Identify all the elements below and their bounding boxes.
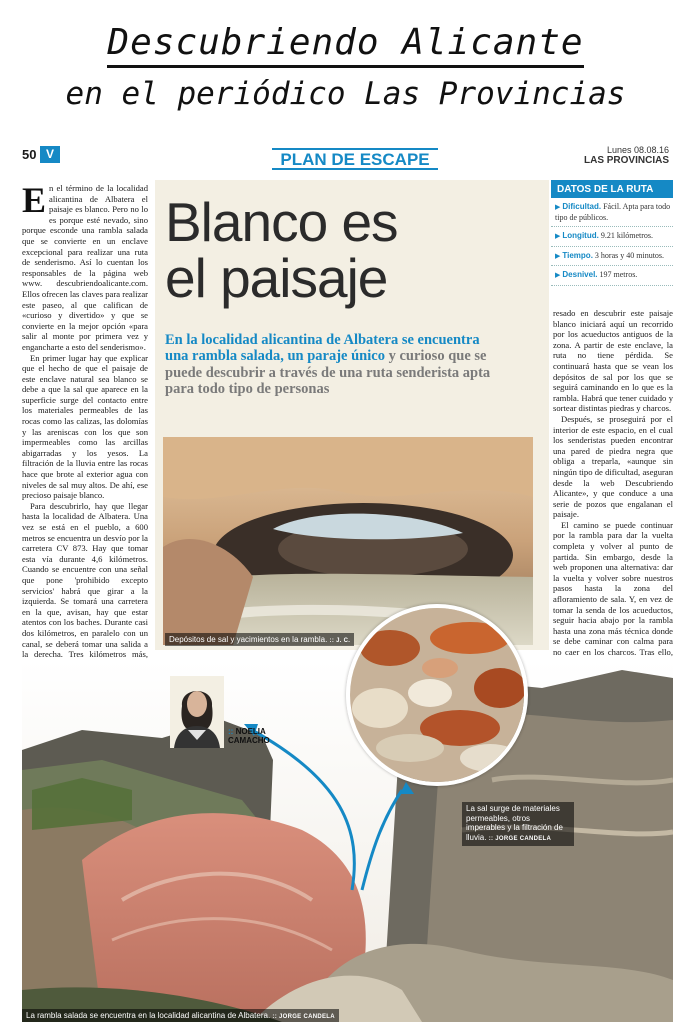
lede-rest: y curioso que se puede descubrir a través de una ruta senderista apta para todo tipo de personas [165,348,491,398]
paragraph: El camino se puede continuar por la rambla para dar la vuelta completa y volver al punto de partida. Sin embargo, desde la web proponen una alternativa: dar la vuelta y volver sobre nuestros pasos hasta la zona del afloramiento de sala. Y, en vez de tomar la senda de los acueductos, seguir hacia abajo por la rambla hasta una zona más técnica donde se debe caminar con calma para no caer en los charcos. Tras ello, [553,519,673,657]
inset-photo-credit: :: JORGE CANDELA [488,835,552,842]
author-byline [228,727,270,745]
issue-date: Lunes 08.08.16 [606,145,669,155]
dateline [584,145,669,166]
route-info-item [551,198,673,227]
triangle-bullet-icon: ▶ [555,203,561,211]
route-info-value: 197 metros. [597,270,638,280]
route-info-heading: DATOS DE LA RUTA [551,180,673,198]
author-last-name: CAMACHO [228,736,270,745]
route-info-value: Fácil. Apta para todo tipo de públicos. [555,202,671,222]
cave-caption [165,633,354,646]
author-first-name: NOELIA [235,727,266,736]
landscape-caption [22,1009,339,1022]
salt-inset-photo [346,604,528,786]
article-headline [165,191,465,309]
paragraph: Para descubrirlo, hay que llegar hasta la localidad de Albatera. Una vez se está en el pueblo, a 600 metros se encuentra un desvío por la carretera CV 873. Hay que tomar esta vía durante 4,6 kilómetros. Cuando se encuentre con una señal que pone 'prohibido excepto servicios' habrá que girar a la izquierda. Se tomará una carretera en la que, avisan, hay que estar atentos con los baches. Durante casi dos kilómetros, en paralelo con un canal, se deberá tomar una salida a la derecha. Tres kilómetros más, [22,500,148,660]
paragraph-text: n el término de la localidad alicantina de Albatera el paisaje es blanco. Pero no lo es porque esté nevado, sino porque esconde una rambla salada que se convierte en un enclave excepcional para realizar una ruta de senderismo. Así lo cuentan los responsables de la página web www. descubriendoalicante.com. Ellos ofrecen las claves para realizar este paseo, al que califican de «curioso y divertido» y que se convierte en la mejor opción «para salir al monte por primera vez y engancharte a esto del senderismo». [22,183,148,352]
author-photo [170,676,224,748]
author-portrait [170,676,224,748]
route-info-value: 3 horas y 40 minutos. [592,250,665,260]
landscape-caption-text: La rambla salada se encuentra en la localidad alicantina de Albatera. [26,1011,271,1020]
headline-line-1: Blanco es [165,191,398,253]
route-info-label: Dificultad. [562,202,602,211]
salt-inset-art [350,608,524,782]
section-badge: V [40,146,60,163]
paragraph: resado en descubrir este paisaje blanco iniciará aquí un recorrido por los acueductos antiguos de la zona. A partir de este enclave, la ruta no tiene pérdida. Se continuará hasta que se vean los depósitos de sal por los que se seguirá caminando en lo que es la rambla. Habrá que tener cuidado y sortear distintas piedras y charcos. [553,308,673,414]
route-info-item [551,266,673,286]
landscape-photo-credit: :: JORGE CANDELA [272,1014,335,1020]
right-column [553,308,673,689]
drop-cap: E [22,180,47,220]
byline-marker: :: [228,727,234,736]
header-subtitle: en el periódico Las Provincias [65,76,626,112]
page-number: 50 [22,147,37,162]
route-info-label: Desnivel. [562,270,598,280]
inset-caption [462,802,574,846]
article-lede [165,332,495,398]
lede-highlight: En la localidad alicantina de Albatera se encuentra una rambla salada, un paraje único [165,332,480,365]
triangle-bullet-icon: ▶ [555,251,561,260]
route-info-label: Tiempo. [562,250,593,260]
route-info-item [551,247,673,267]
route-info-label: Longitud. [562,231,599,241]
cave-caption-text: Depósitos de sal y yacimientos en la rambla. [169,635,328,644]
section-title: PLAN DE ESCAPE [272,148,438,170]
triangle-bullet-icon: ▶ [555,232,561,241]
route-info-box [551,180,673,300]
triangle-bullet-icon: ▶ [555,271,561,280]
header-title [0,22,691,63]
route-info-value: 9.21 kilómetros. [598,231,654,241]
inset-caption-text: La sal surge de materiales permeables, otros imperables y la filtración de lluvia. [466,804,563,842]
paragraph: En primer lugar hay que explicar que el hecho de que el paisaje de este enclave natural sea blanco se debe a que la sal que aparece en la superficie surge del contacto entre los materiales permeables de las rocas como las calizas, las dolomías y las areniscas con los que son impermeables como las arcillas abigarradas y los yesos. La filtración de la lluvia entre las rocas hace que brote al exterior agua con niveles de sal muy altos. De ahí, ese precioso paisaje blanco. [22,352,148,501]
cave-photo-credit: :: J. C. [329,638,351,644]
headline-line-2: el paisaje [165,247,388,309]
route-info-item [551,227,673,247]
paragraph: Después, se proseguirá por el interior de este espacio, en el cual los senderistas pueden encontrar una pared de piedra negra que obliga a treparla, «aunque sin ningún tipo de dificultad, aseguran desde la web Descubriendo Alicante», y que conduce a una serie de pozos que engalanan el paisaje. [553,413,673,520]
newspaper-name: LAS PROVINCIAS [583,155,669,166]
header-title-text: Descubriendo Alicante [107,22,583,68]
paragraph [22,180,148,353]
